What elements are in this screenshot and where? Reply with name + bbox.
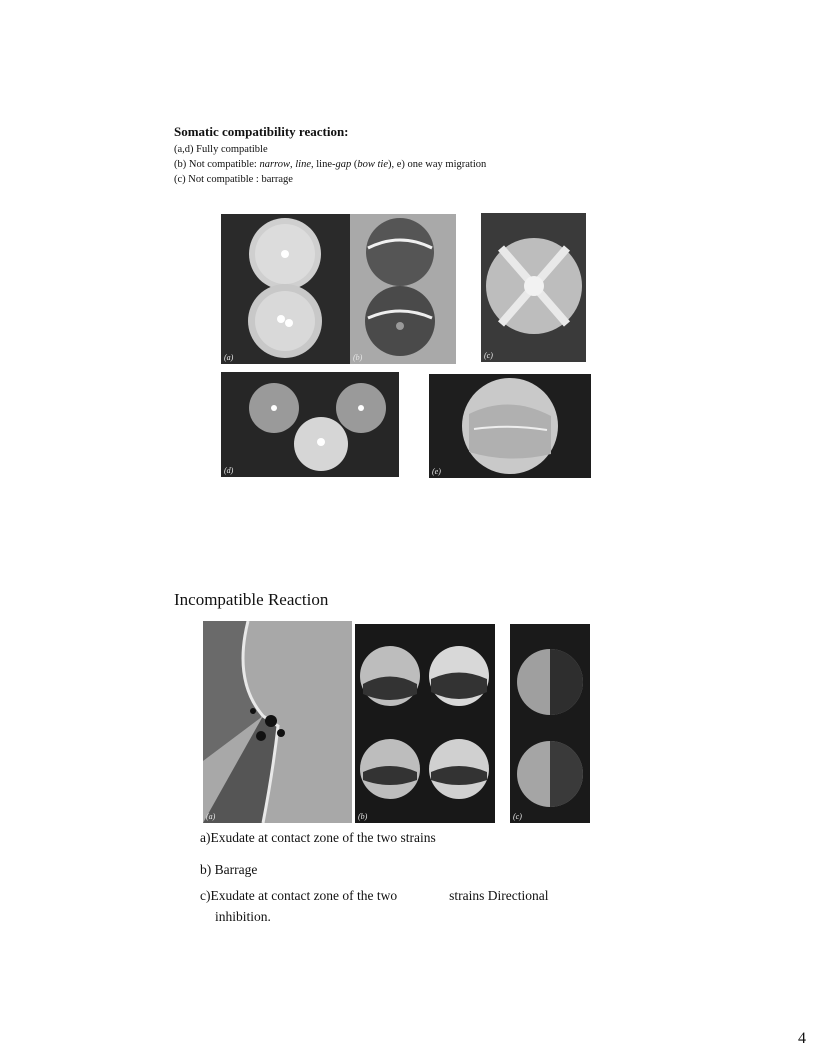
caption-text: strains Directional [449, 888, 549, 903]
panel-label: (b) [358, 812, 368, 821]
barrage-dishes-image [355, 624, 495, 823]
panel-label: (e) [432, 467, 441, 476]
caption-text: ), e) one way migration [387, 159, 487, 170]
panel-label: (c) [513, 812, 522, 821]
photo-panel-d [221, 372, 399, 477]
photo-panel-b [350, 214, 456, 364]
caption-text: (b) Not compatible: [174, 159, 260, 170]
caption-directional-inhibition [200, 888, 549, 904]
caption-text: c)Exudate at contact zone of the two [200, 888, 398, 903]
panel-label: (c) [484, 351, 493, 360]
caption-italic: bow tie [357, 159, 388, 170]
panel-label: (a) [224, 353, 234, 362]
panel-label: (b) [353, 353, 363, 362]
photo-panel-c [481, 213, 586, 362]
panel-label: (d) [224, 466, 234, 475]
caption-line-barrage: (c) Not compatible : barrage [174, 174, 293, 185]
photo-panel-barrage [355, 624, 495, 823]
caption-italic: narrow [259, 159, 290, 170]
caption-line-not-compatible [174, 159, 486, 170]
caption-text: , [289, 159, 296, 170]
photo-panel-directional [510, 624, 590, 823]
caption-italic: line [295, 159, 311, 170]
petri-dishes-three-compatible [221, 372, 399, 477]
photo-panel-exudate [203, 621, 352, 823]
caption-text: ( [351, 159, 358, 170]
petri-dish-barrage [481, 213, 586, 362]
petri-dishes-fully-compatible [221, 214, 354, 364]
caption-directional-inhibition-line2: inhibition. [215, 909, 271, 924]
caption-exudate: a)Exudate at contact zone of the two strains [200, 830, 436, 845]
exudate-contact-zone-image [203, 621, 352, 823]
photo-panel-a [221, 214, 354, 364]
page-number: 4 [798, 1030, 806, 1047]
section-title-incompatible: Incompatible Reaction [174, 590, 329, 609]
petri-dish-one-way-migration [429, 374, 591, 478]
caption-italic: gap [335, 159, 352, 170]
photo-panel-e [429, 374, 591, 478]
panel-label: (a) [206, 812, 216, 821]
figure1-heading: Somatic compatibility reaction: [174, 124, 349, 139]
caption-text: , line- [310, 159, 336, 170]
caption-line-compatible: (a,d) Fully compatible [174, 144, 268, 155]
caption-barrage: b) Barrage [200, 862, 258, 877]
directional-inhibition-image [510, 624, 590, 823]
petri-dishes-bow-tie [350, 214, 456, 364]
